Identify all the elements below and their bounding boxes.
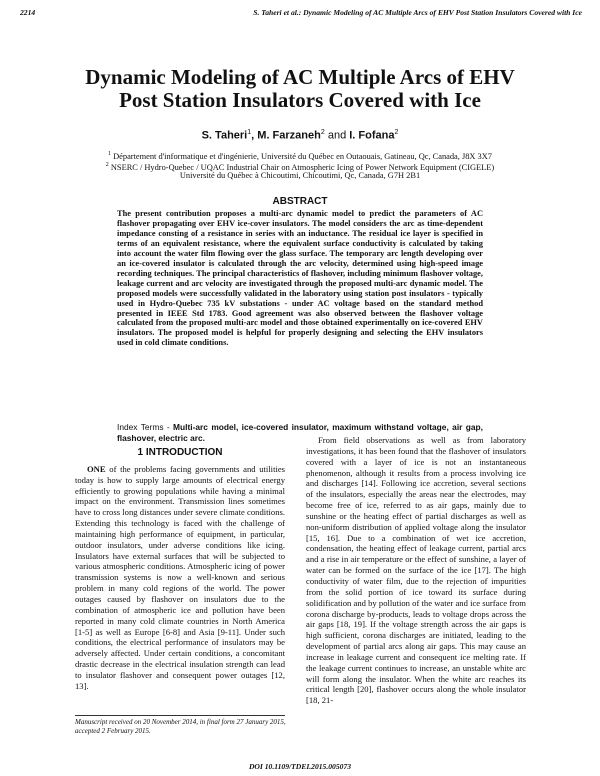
affiliation-2-address bbox=[40, 171, 560, 181]
author-name: M. Farzaneh bbox=[257, 129, 321, 142]
affil-text: Département d'informatique et d'ingénierie, Université du Québec en Outaouais, Gatineau, Qc, Canada, J8X 3X7 bbox=[113, 151, 492, 161]
intro-left-text: of the problems facing governments and utilities today is how to supply large amounts of electrical energy efficiently to growing populations while having a minimal impact on the environment. Transmission lines sometimes have to cross long distances under severe climate conditions. Extending this technology is faced with the challenge of maintaining high performance of equipment, in particular, outdoor insulators, under adverse conditions like icing. Insulators have external surfaces that will be subjected to various atmospheric conditions. Atmospheric icing of power transmission systems is now a well-known and serious problem in many cold regions of the world. The power outages caused by flashover on insulators due to the combination of atmospheric ice and pollution have been reported in many cold climate countries in North America [1-5] as well as Europe [6-8] and Asia [9-11]. Under such conditions, the electrical performance of insulators may be adversely affected. Under certain conditions, a concomitant drastic decrease in the electrical insulation strength can lead to insulator flashover and consequent power outages [12, 13]. bbox=[75, 463, 285, 691]
author-affil-mark: 2 bbox=[394, 129, 399, 136]
index-terms-label: Index Terms - bbox=[117, 422, 174, 432]
author-conjunction: and bbox=[327, 129, 347, 142]
index-terms-text: Multi-arc model, ice-covered insulator, maximum withstand voltage, air gap, flashover, electric arc. bbox=[117, 422, 483, 443]
section-heading: 1 INTRODUCTION bbox=[137, 447, 223, 458]
author-affil-mark: 1 bbox=[247, 129, 252, 136]
footnote-line: accepted 2 February 2015. bbox=[75, 727, 151, 735]
left-column bbox=[75, 448, 285, 692]
paper-title bbox=[40, 66, 560, 112]
affil-mark: 2 bbox=[105, 162, 109, 168]
running-header bbox=[20, 8, 582, 22]
lead-word: ONE bbox=[87, 463, 106, 474]
affil-text: Université du Québec à Chicoutimi, Chicoutimi, Qc, Canada, G7H 2B1 bbox=[179, 171, 421, 180]
author-name: S. Taheri bbox=[201, 129, 248, 142]
affil-text: NSERC / Hydro-Quebec / UQAC Industrial Chair on Atmospheric Icing of Power Network Equipment (CIGELE) bbox=[110, 162, 495, 172]
abstract-heading: ABSTRACT bbox=[272, 196, 328, 207]
footnote-line: Manuscript received on 20 November 2014, in final form 27 January 2015, bbox=[75, 718, 286, 726]
author-list: S. Taheri$^1$, M. Farzaneh$^2$ and I. Fofana$^2$ bbox=[201, 129, 399, 142]
running-title: S. Taheri et al.: Dynamic Modeling of AC Multiple Arcs of EHV Post Station Insulators Covered with Ice bbox=[253, 8, 582, 17]
title-line-2: Post Station Insulators Covered with Ice bbox=[119, 88, 481, 112]
doi-footer: DOI 10.1109/TDEI.2015.005073 bbox=[248, 762, 352, 771]
page-number: 2214 bbox=[20, 8, 36, 17]
abstract-body: The present contribution proposes a multi-arc dynamic model to predict the parameters of AC flashover propagating over EHV ice-cover insulators. The model considers the arc as time-dependent impedance consting of a resistance in series with an inductance. The residual ice layer is specified in terms of an equivalent resistance, where the equivalent surface conductivity is calculated by taking into account the water film flowing over the glass surface. The temporary arc length developing over an ice-covered insulator is calculated through the arc velocity, determined using high-speed image recording techniques. The principal characteristics of flashover, including minimum flashover voltage, leakage current and arc velocity are investigated through the proposed multi-arc dynamic model. The proposed models were successfully validated in the laboratory using station post insulators - typically used in Hydro-Quebec 735 kV substations - under AC voltage based on the standard method presented in IEEE Std 1783. Good agreement was also observed between the flashover voltage calculated from the proposed multi-arc model and those obtained experimentally on ice-covered EHV insulators. The proposed model is helpful for properly designing and selecting the EHV insulators used in cold climate conditions. bbox=[117, 209, 483, 348]
affil-mark: 1 bbox=[108, 151, 112, 157]
intro-paragraph-right: From field observations as well as from laboratory investigations, it has been found that the flashover of insulators covered with a layer of ice is not an instantaneous phenomenon, although it results from a process involving ice and discharges [14]. Following ice accretion, several sections of the insulators, especially the areas near the electrodes, may become free of ice, referred to as air gaps, mainly due to sunshine or the heating effect of partial discharges as well as non-uniform distribution of applied voltage along the insulator [15, 16]. Due to a combination of wet ice accretion, condensation, the heating effect of leakage current, partial arcs and a rise in air temperature or the effect of sunshine, a layer of water can be formed on the surface of the ice [17]. The high conductivity of water film, due to the rejection of impurities from the solid portion of ice toward its surface during solidification and by pollution of the water and ice surface from corona discharge by-products, leads to voltage drops across the air gaps [18, 19]. If the voltage strength across the air gaps is high sufficient, corona discharges are initiated, leading to the development of partial arcs along air gaps. This may cause an increase in leakage current and consequent ice melting rate. If the leakage current continues to increase, an unstable white arc will form along the insulator. When the white arc reaches its critical length [20], flashover occurs along the whole insulator [18, 21- bbox=[306, 435, 526, 706]
title-line-1: Dynamic Modeling of AC Multiple Arcs of EHV bbox=[85, 65, 515, 89]
intro-paragraph-left bbox=[75, 464, 285, 692]
footnote bbox=[75, 718, 295, 736]
author-affil-mark: 2 bbox=[320, 129, 325, 136]
right-column bbox=[306, 435, 526, 706]
author-name: I. Fofana bbox=[349, 129, 395, 142]
footnote-divider bbox=[75, 715, 285, 716]
